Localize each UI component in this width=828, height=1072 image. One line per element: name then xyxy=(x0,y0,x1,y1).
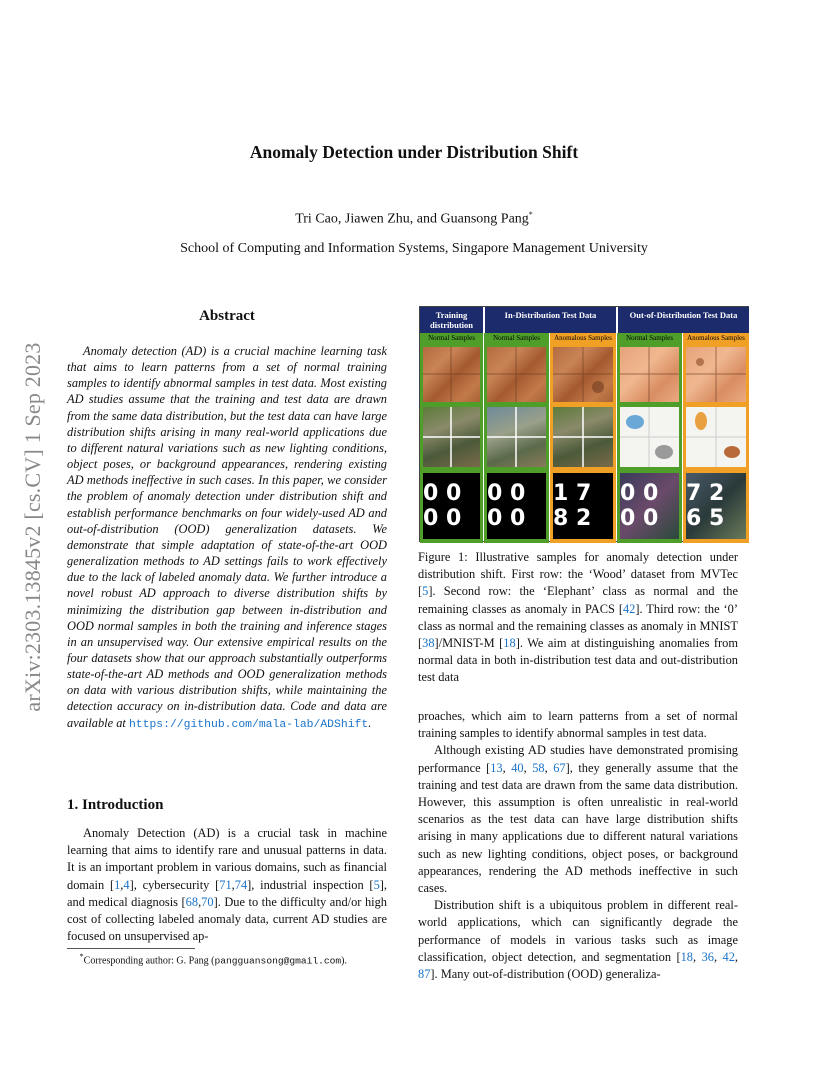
header-training: Training distribution xyxy=(420,307,483,333)
right-column-body xyxy=(418,708,738,983)
citation-link[interactable]: 18 xyxy=(680,949,693,964)
introduction-body: Anomaly Detection (AD) is a crucial task in machine learning that aims to identify rare and unusual patterns in data. It is an important problem in various domains, such as financial domain [1,4], cybersecurity [71,74], industrial inspection [5], and medical diagnosis [68,70]. Due to the difficulty and/or high cost of collecting labeled anomaly data, current AD studies are focused on unsupervised ap- xyxy=(67,826,388,944)
sample-digits-out-normal: 0 0 0 0 xyxy=(620,473,679,539)
paragraph: proaches, which aim to learn patterns from a set of normal training samples to identify abnormal samples in test data. xyxy=(418,709,738,741)
citation-link[interactable]: 5 xyxy=(422,584,429,599)
paper-title: Anomaly Detection under Distribution Shift xyxy=(249,142,579,162)
label-normal-in: Normal Samples xyxy=(484,333,549,344)
photo-tile-dividers xyxy=(420,407,750,467)
citation-link[interactable]: 68 xyxy=(185,894,199,909)
wood-tile-dividers xyxy=(420,347,750,402)
label-anomalous-in: Anomalous Samples xyxy=(550,333,616,344)
affiliation: School of Computing and Information Systems, Singapore Management University xyxy=(180,241,648,256)
abstract-body: Anomaly detection (AD) is a crucial machine learning task that aims to learn patterns from a set of normal training samples to identify abnormal samples in test data. Most existing AD studies assume that the training and test data are drawn from the same data distribution, but the test data can have large distribution shifts arising in many real-world applications due to different natural variations such as new lighting conditions, object poses, or background appearances, rendering existing AD methods ineffective in such cases. In this paper, we consider the problem of anomaly detection under distribution shift and establish performance benchmarks on four widely-used AD and out-of-distribution (OOD) generalization datasets. We demonstrate that simple adaptation of state-of-the-art OOD generalization methods to AD settings fails to work effectively due to the lack of labeled anomaly data. We further introduce a novel robust AD approach to diverse distribution shifts by minimizing the distribution gap between in-distribution and OOD normal samples in both the training and inference stages in an unsupervised way. Our extensive empirical results on the four datasets show that our approach substantially outperforms state-of-the-art AD methods and OOD generalization methods on data with various distribution shifts, while maintaining the detection accuracy on in-distribution data. Code and data are available at https://github.com/mala-lab/ADShift. xyxy=(67,344,387,731)
author-list: Tri Cao, Jiawen Zhu, and Guansong Pang* xyxy=(295,210,533,227)
header-in-distribution: In-Distribution Test Data xyxy=(484,307,616,333)
sample-digits-out-anomalous: 7 2 6 5 xyxy=(686,473,746,539)
citation-link[interactable]: 70 xyxy=(201,894,214,909)
citation-link[interactable]: 5 xyxy=(373,877,380,892)
sample-digits-in-normal: 0 0 0 0 xyxy=(487,473,546,539)
citation-link[interactable]: 4 xyxy=(123,877,130,892)
citation-link[interactable]: 18 xyxy=(503,636,516,651)
figure-caption: Figure 1: Illustrative samples for anomaly detection under distribution shift. First row: the ‘Wood’ dataset from MVTec [5]. Second row: the ‘Elephant’ class as normal and the remaining classes as anomaly in PACS [42]. Third row: the ‘0’ class as normal and the remaining classes as anomaly in MNIST [38]/MNIST-M [18]. We aim at distinguishing anomalies from normal data in both in-distribution test data and out-distribution test data xyxy=(418,550,738,685)
citation-link[interactable]: 36 xyxy=(701,949,714,964)
paragraph: Distribution shift is a ubiquitous problem in different real-world applications, which can significantly degrade the performance of models in various tasks such as image classification, object detection, and segmentation [18, 36, 42, 87]. Many out-of-distribution (OOD) generaliza- xyxy=(418,898,739,982)
citation-link[interactable]: 74 xyxy=(234,877,248,892)
author-mark: * xyxy=(528,210,533,219)
citation-link[interactable]: 1 xyxy=(114,877,121,892)
citation-link[interactable]: 42 xyxy=(722,949,735,964)
citation-link[interactable]: 40 xyxy=(511,760,524,775)
label-normal-out: Normal Samples xyxy=(617,333,682,344)
citation-link[interactable]: 71 xyxy=(219,877,232,892)
label-anomalous-out: Anomalous Samples xyxy=(683,333,749,344)
figure-1 xyxy=(419,306,749,542)
figure-grid xyxy=(419,306,749,542)
label-normal-train: Normal Samples xyxy=(420,333,483,344)
citation-link[interactable]: 42 xyxy=(622,601,636,616)
section-heading-introduction: 1. Introduction xyxy=(67,797,164,813)
citation-link[interactable]: 38 xyxy=(422,636,435,651)
footnote-email[interactable]: pangguansong@gmail.com xyxy=(214,955,342,967)
footnote: *Corresponding author: G. Pang (pangguansong@gmail.com). xyxy=(79,952,348,967)
footnote-rule xyxy=(67,948,195,949)
abstract-heading: Abstract xyxy=(199,308,255,324)
citation-link[interactable]: 67 xyxy=(553,760,566,775)
citation-link[interactable]: 13 xyxy=(490,760,503,775)
citation-link[interactable]: 58 xyxy=(532,760,545,775)
citation-link[interactable]: 87 xyxy=(418,967,431,982)
code-link[interactable]: https://github.com/mala-lab/ADShift xyxy=(128,718,369,731)
header-out-of-distribution: Out-of-Distribution Test Data xyxy=(617,307,749,333)
arxiv-stamp: arXiv:2303.13845v2 [cs.CV] 1 Sep 2023 xyxy=(20,342,45,712)
sample-digits-in-anomalous: 1 7 8 2 xyxy=(553,473,613,539)
paragraph: Although existing AD studies have demonstrated promising performance [13, 40, 58, 67], they generally assume that the training and test data are drawn from the same data distribution. However, this assumption is often unrealistic in real-world scenarios as the test data can have large distribution shifts arising in many applications due to different natural variations such as new lighting conditions, object poses, or background appearances, rendering the AD methods ineffective in such cases. xyxy=(418,743,738,896)
sample-digits-train: 0 0 0 0 xyxy=(423,473,480,539)
